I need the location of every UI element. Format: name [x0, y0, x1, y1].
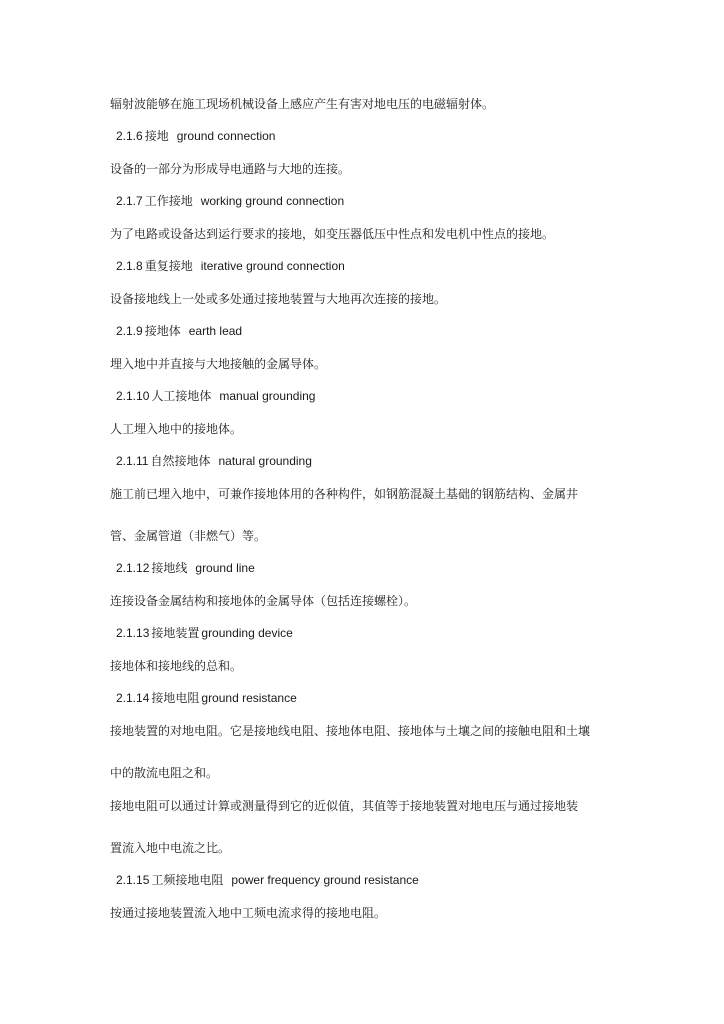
section-number: 2.1.13 [116, 626, 150, 640]
section-number: 2.1.9 [116, 324, 143, 338]
term-en: iterative ground connection [200, 259, 345, 273]
definition-paragraph: 按通过接地装置流入地中工频电流求得的接地电阻。 [110, 906, 387, 920]
term-cn: 工频接地电阻 [151, 873, 224, 887]
intro-paragraph: 辐射波能够在施工现场机械设备上感应产生有害对地电压的电磁辐射体。 [110, 97, 495, 111]
definition-paragraph: 埋入地中并直接与大地接触的金属导体。 [110, 357, 327, 371]
definition-paragraph-2: 接地电阻可以通过计算或测量得到它的近似值，其值等于接地装置对地电压与通过接地装 [110, 799, 579, 813]
section-heading-2-1-15 [110, 870, 620, 890]
term-en: working ground connection [200, 194, 345, 208]
term-cn: 工作接地 [144, 194, 193, 208]
term-cn: 接地 [144, 129, 169, 143]
term-en: ground connection [176, 129, 276, 143]
term-cn: 接地线 [151, 561, 188, 575]
definition-paragraph: 施工前已埋入地中，可兼作接地体用的各种构件，如钢筋混凝土基础的钢筋结构、金属井 [110, 487, 579, 501]
section-heading-2-1-13 [110, 623, 620, 643]
term-en: manual grounding [219, 389, 316, 403]
section-number: 2.1.8 [116, 259, 143, 273]
definition-paragraph: 设备的一部分为形成导电通路与大地的连接。 [110, 162, 351, 176]
term-cn: 接地体 [144, 324, 181, 338]
section-heading-2-1-10 [110, 386, 620, 406]
section-heading-2-1-8 [110, 256, 620, 276]
definition-paragraph: 人工埋入地中的接地体。 [110, 422, 243, 436]
section-number: 2.1.15 [116, 873, 150, 887]
section-heading-2-1-6 [110, 126, 620, 146]
definition-paragraph: 连接设备金属结构和接地体的金属导体（包括连接螺栓）。 [110, 594, 417, 608]
term-cn: 自然接地体 [150, 454, 211, 468]
section-number: 2.1.11 [116, 454, 149, 468]
section-number: 2.1.7 [116, 194, 143, 208]
term-en: power frequency ground resistance [231, 873, 419, 887]
definition-paragraph: 为了电路或设备达到运行要求的接地，如变压器低压中性点和发电机中性点的接地。 [110, 227, 555, 241]
term-en: ground line [195, 561, 255, 575]
section-number: 2.1.14 [116, 691, 150, 705]
section-number: 2.1.12 [116, 561, 150, 575]
definition-paragraph-continued: 中的散流电阻之和。 [110, 766, 219, 780]
term-cn: 人工接地体 [151, 389, 212, 403]
term-en: ground resistance [201, 691, 297, 705]
definition-paragraph: 接地体和接地线的总和。 [110, 659, 243, 673]
section-number: 2.1.6 [116, 129, 143, 143]
term-en: earth lead [188, 324, 243, 338]
term-en: grounding device [201, 626, 293, 640]
section-heading-2-1-14 [110, 688, 620, 708]
section-heading-2-1-9 [110, 321, 620, 341]
term-cn: 重复接地 [144, 259, 193, 273]
section-heading-2-1-12 [110, 558, 620, 578]
term-cn: 接地装置 [151, 626, 200, 640]
document-page [110, 94, 620, 923]
section-number: 2.1.10 [116, 389, 150, 403]
section-heading-2-1-11 [110, 451, 620, 471]
term-en: natural grounding [218, 454, 312, 468]
definition-paragraph: 接地装置的对地电阻。它是接地线电阻、接地体电阻、接地体与土壤之间的接触电阻和土壤 [110, 724, 591, 738]
section-heading-2-1-7 [110, 191, 620, 211]
definition-paragraph-continued: 管、金属管道（非燃气）等。 [110, 529, 267, 543]
definition-paragraph: 设备接地线上一处或多处通过接地装置与大地再次连接的接地。 [110, 292, 447, 306]
definition-paragraph-2-continued: 置流入地中电流之比。 [110, 841, 231, 855]
term-cn: 接地电阻 [151, 691, 200, 705]
